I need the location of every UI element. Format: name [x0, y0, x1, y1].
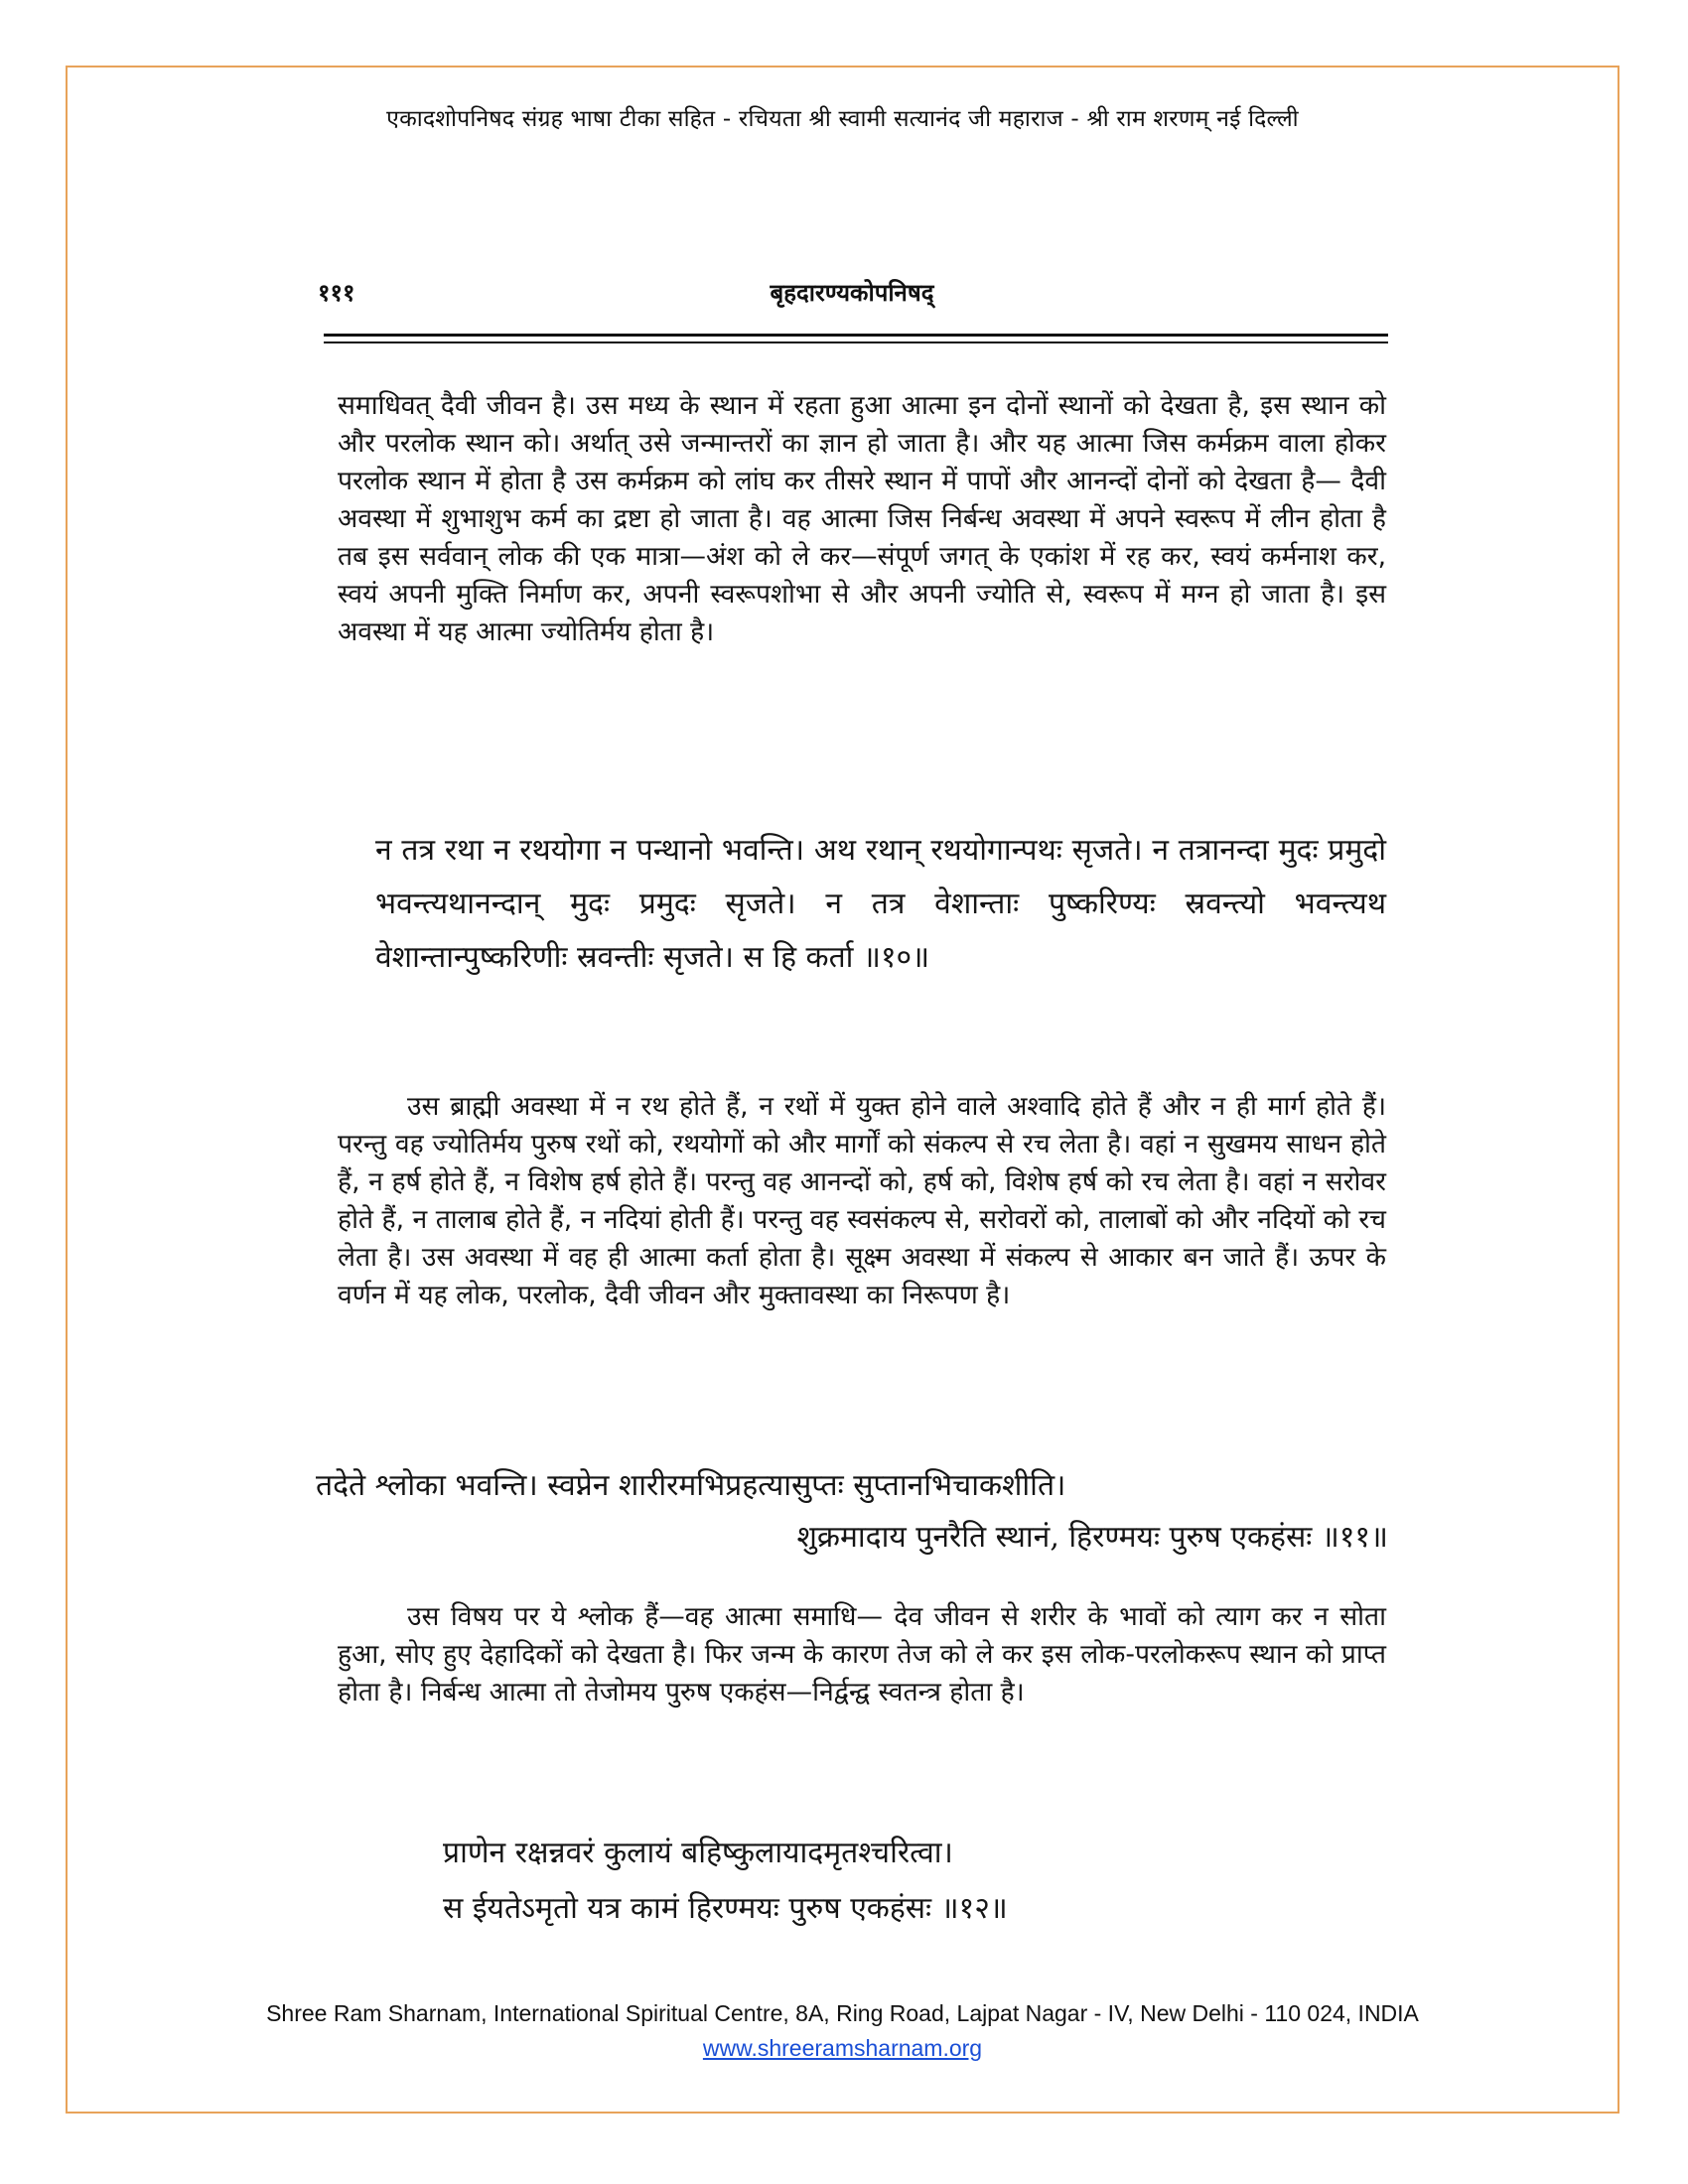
running-head — [316, 276, 1388, 316]
sanskrit-verse-12-line-2: स ईयतेऽमृतो यत्र कामं हिरण्मयः पुरुष एकहंसः ॥१२॥ — [443, 1891, 1008, 1926]
commentary-paragraph-2: उस ब्राह्मी अवस्था में न रथ होते हैं, न रथों में युक्त होने वाले अश्वादि होते हैं और न ही मार्ग होते हैं। परन्तु वह ज्योतिर्मय पुरुष रथों को, रथयोगों को और मार्गों को संकल्प से रच लेता है। वहां न सुखमय साधन होते हैं, न हर्ष होते हैं, न विशेष हर्ष होते हैं। परन्तु वह आनन्दों को, हर्ष को, विशेष हर्ष को रच लेता है। वहां न सरोवर होते हैं, न तालाब होते हैं, न नदियां होती हैं। परन्तु वह स्वसंकल्प से, सरोवरों को, तालाबों को और नदियों को रच लेता है। उस अवस्था में वह ही आत्मा कर्ता होता है। सूक्ष्म अवस्था में संकल्प से आकार बन जाते हैं। ऊपर के वर्णन में यह लोक, परलोक, दैवी जीवन और मुक्तावस्था का निरूपण है। — [338, 1091, 1386, 1310]
page-number: १११ — [318, 278, 355, 307]
sanskrit-verse-11-line-2: शुक्रमादाय पुनरैति स्थानं, हिरण्मयः पुरुष एकहंसः ॥११॥ — [796, 1520, 1388, 1555]
commentary-paragraph-1: समाधिवत् दैवी जीवन है। उस मध्य के स्थान में रहता हुआ आत्मा इन दोनों स्थानों को देखता है, इस स्थान को और परलोक स्थान को। अर्थात् उसे जन्मान्तरों का ज्ञान हो जाता है। और यह आत्मा जिस कर्मक्रम वाला होकर परलोक स्थान में होता है उस कर्मक्रम को लांघ कर तीसरे स्थान में पापों और आनन्दों दोनों को देखता है— दैवी अवस्था में शुभाशुभ कर्म का द्रष्टा हो जाता है। वह आत्मा जिस निर्बन्ध अवस्था में अपने स्वरूप में लीन होता है तब इस सर्ववान् लोक की एक मात्रा—अंश को ले कर—संपूर्ण जगत् के एकांश में रह कर, स्वयं कर्मनाश कर, स्वयं अपनी मुक्ति निर्माण कर, अपनी स्वरूपशोभा से और अपनी ज्योति से, स्वरूप में मग्न हो जाता है। इस अवस्था में यह आत्मा ज्योतिर्मय होता है। — [338, 390, 1386, 647]
website-link[interactable]: www.shreeramsharnam.org — [702, 2035, 983, 2061]
scanned-page — [316, 268, 1388, 1956]
header-rule-thick — [324, 334, 1388, 337]
sanskrit-verse-12-line-1: प्राणेन रक्षन्नवरं कुलायं बहिष्कुलायादमृतश्चरित्वा। — [443, 1836, 953, 1870]
page-header: एकादशोपनिषद संग्रह भाषा टीका सहित - रचियता श्री स्वामी सत्यानंद जी महाराज - श्री राम शरणम् नई दिल्ली — [386, 106, 1299, 132]
commentary-paragraph-3: उस विषय पर ये श्लोक हैं—वह आत्मा समाधि— देव जीवन से शरीर के भावों को त्याग कर न सोता हुआ, सोए हुए देहादिकों को देखता है। फिर जन्म के कारण तेज को ले कर इस लोक-परलोकरूप स्थान को प्राप्त होता है। निर्बन्ध आत्मा तो तेजोमय पुरुष एकहंस—निर्द्वन्द्व स्वतन्त्र होता है। — [338, 1601, 1386, 1707]
sanskrit-verse-10: न तत्र रथा न रथयोगा न पन्थानो भवन्ति। अथ रथान् रथयोगान्पथः सृजते। न तत्रानन्दा मुदः प्रमुदो भवन्त्यथानन्दान् मुदः प्रमुदः सृजते। न तत्र वेशान्ताः पुष्करिण्यः स्रवन्त्यो भवन्त्यथ वेशान्तान्पुष्करिणीः स्रवन्तीः सृजते। स हि कर्ता ॥१०॥ — [375, 833, 1386, 975]
footer-website — [66, 2035, 1619, 2062]
sanskrit-verse-11-line-1: तदेते श्लोका भवन्ति। स्वप्नेन शारीरमभिप्रहत्यासुप्तः सुप्तानभिचाकशीति। — [316, 1468, 1066, 1503]
running-title: बृहदारण्यकोपनिषद् — [770, 278, 934, 307]
footer-address: Shree Ram Sharnam, International Spiritual Centre, 8A, Ring Road, Lajpat Nagar - IV, New Delhi - 110 024, INDIA — [266, 2000, 1419, 2026]
header-rule-thin — [324, 341, 1388, 343]
